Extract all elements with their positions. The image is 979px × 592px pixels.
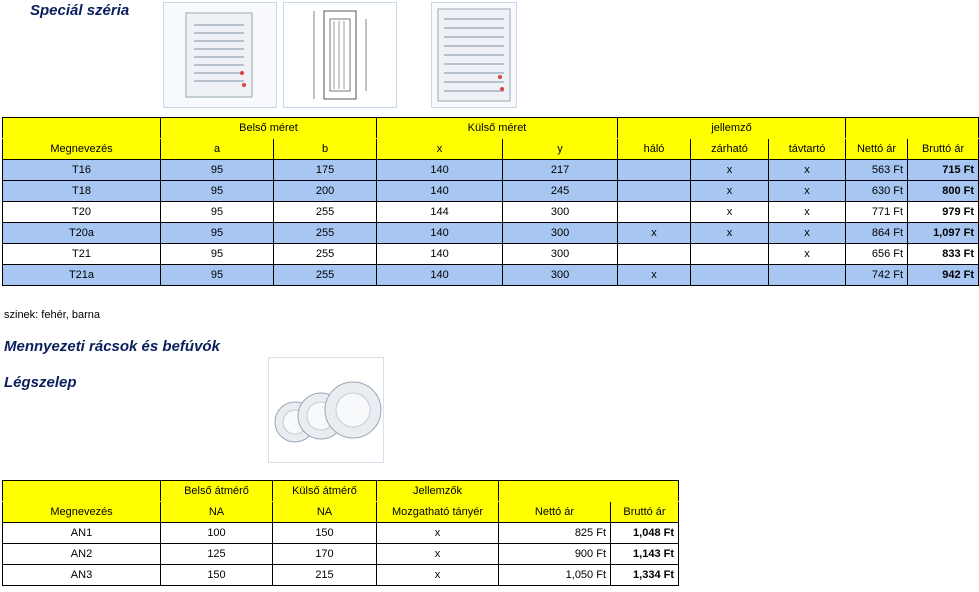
cell-netto: 864 Ft [846,223,908,244]
cell-movable: x [377,523,499,544]
cell-name: T18 [3,181,161,202]
header-megnevezes: Megnevezés [3,502,161,523]
cell-y: 300 [503,202,618,223]
cell-halo [618,160,691,181]
cell-a: 95 [161,160,274,181]
table-row [3,523,679,544]
cell-tavtarto [769,265,846,286]
cell-halo: x [618,223,691,244]
header-na-inner: NA [161,502,273,523]
cell-y: 217 [503,160,618,181]
cell-y: 245 [503,181,618,202]
cell-brutto: 1,048 Ft [611,523,679,544]
cell-netto: 1,050 Ft [499,565,611,586]
cell-netto: 742 Ft [846,265,908,286]
cell-b: 255 [274,265,377,286]
table-row [3,223,979,244]
cell-brutto: 800 Ft [908,181,979,202]
page-title: Speciál széria [30,2,130,19]
header-netto-ar: Nettó ár [499,502,611,523]
cell-name: T20 [3,202,161,223]
header-spacer [3,481,161,502]
header-kulso-atmero: Külső átmérő [273,481,377,502]
cell-b: 255 [274,202,377,223]
table-row [3,565,679,586]
cell-brutto: 1,143 Ft [611,544,679,565]
cell-zarhato: x [691,160,769,181]
table-row [3,160,979,181]
cell-y: 300 [503,265,618,286]
cell-brutto: 715 Ft [908,160,979,181]
cell-inner: 150 [161,565,273,586]
cell-name: T20a [3,223,161,244]
cell-inner: 125 [161,544,273,565]
header-b: b [274,139,377,160]
header-zarhato: zárható [691,139,769,160]
cell-tavtarto: x [769,202,846,223]
cell-x: 144 [377,202,503,223]
cell-outer: 170 [273,544,377,565]
header-brutto-ar: Bruttó ár [611,502,679,523]
cell-a: 95 [161,202,274,223]
cell-a: 95 [161,223,274,244]
vent-drawing-image [283,2,397,108]
cell-netto: 771 Ft [846,202,908,223]
special-series-table [2,117,979,286]
cell-x: 140 [377,265,503,286]
cell-tavtarto: x [769,181,846,202]
header-jellemzok: Jellemzők [377,481,499,502]
cell-a: 95 [161,244,274,265]
header-tavtarto: távtartó [769,139,846,160]
cell-x: 140 [377,244,503,265]
cell-name: T21 [3,244,161,265]
cell-inner: 100 [161,523,273,544]
cell-zarhato: x [691,181,769,202]
cell-name: AN1 [3,523,161,544]
cell-zarhato [691,244,769,265]
vent-grille-large-image [431,2,517,108]
header-spacer [3,118,161,139]
header-brutto-ar: Bruttó ár [908,139,979,160]
cell-netto: 630 Ft [846,181,908,202]
cell-name: T16 [3,160,161,181]
cell-outer: 150 [273,523,377,544]
cell-brutto: 1,334 Ft [611,565,679,586]
cell-name: AN3 [3,565,161,586]
header-netto-ar: Nettó ár [846,139,908,160]
header-kulso-meret: Külső méret [377,118,618,139]
air-valve-image [268,357,384,463]
table-header-group-row [3,481,679,502]
cell-b: 175 [274,160,377,181]
cell-brutto: 1,097 Ft [908,223,979,244]
cell-tavtarto: x [769,223,846,244]
table-header-row [3,502,679,523]
cell-netto: 900 Ft [499,544,611,565]
air-valve-table [2,480,679,586]
section-title-ceiling-grilles: Mennyezeti rácsok és befúvók [4,338,220,355]
cell-netto: 563 Ft [846,160,908,181]
cell-zarhato [691,265,769,286]
cell-brutto: 979 Ft [908,202,979,223]
cell-x: 140 [377,160,503,181]
cell-a: 95 [161,265,274,286]
cell-zarhato: x [691,202,769,223]
header-halo: háló [618,139,691,160]
table-row [3,544,679,565]
vent-grille-image [163,2,277,108]
header-megnevezes: Megnevezés [3,139,161,160]
cell-name: T21a [3,265,161,286]
table-header-row [3,139,979,160]
cell-outer: 215 [273,565,377,586]
cell-movable: x [377,544,499,565]
cell-halo [618,202,691,223]
header-belso-atmero: Belső átmérő [161,481,273,502]
cell-tavtarto: x [769,244,846,265]
cell-b: 255 [274,223,377,244]
table-row [3,181,979,202]
cell-zarhato: x [691,223,769,244]
cell-x: 140 [377,223,503,244]
cell-brutto: 833 Ft [908,244,979,265]
header-belso-meret: Belső méret [161,118,377,139]
cell-tavtarto: x [769,160,846,181]
header-jellemzo: jellemző [618,118,846,139]
table-header-group-row [3,118,979,139]
cell-halo [618,181,691,202]
cell-b: 200 [274,181,377,202]
cell-name: AN2 [3,544,161,565]
cell-netto: 656 Ft [846,244,908,265]
table-row [3,244,979,265]
cell-netto: 825 Ft [499,523,611,544]
header-x: x [377,139,503,160]
header-price-spacer [846,118,979,139]
cell-x: 140 [377,181,503,202]
cell-y: 300 [503,223,618,244]
cell-halo [618,244,691,265]
cell-b: 255 [274,244,377,265]
header-price-spacer [499,481,679,502]
cell-brutto: 942 Ft [908,265,979,286]
header-mozgathato-tanyer: Mozgatható tányér [377,502,499,523]
cell-a: 95 [161,181,274,202]
cell-y: 300 [503,244,618,265]
colors-note: szinek: fehér, barna [4,309,101,321]
table-row [3,202,979,223]
header-na-outer: NA [273,502,377,523]
header-a: a [161,139,274,160]
table-row [3,265,979,286]
cell-movable: x [377,565,499,586]
cell-halo: x [618,265,691,286]
section-title-legszelep: Légszelep [4,374,77,391]
header-y: y [503,139,618,160]
